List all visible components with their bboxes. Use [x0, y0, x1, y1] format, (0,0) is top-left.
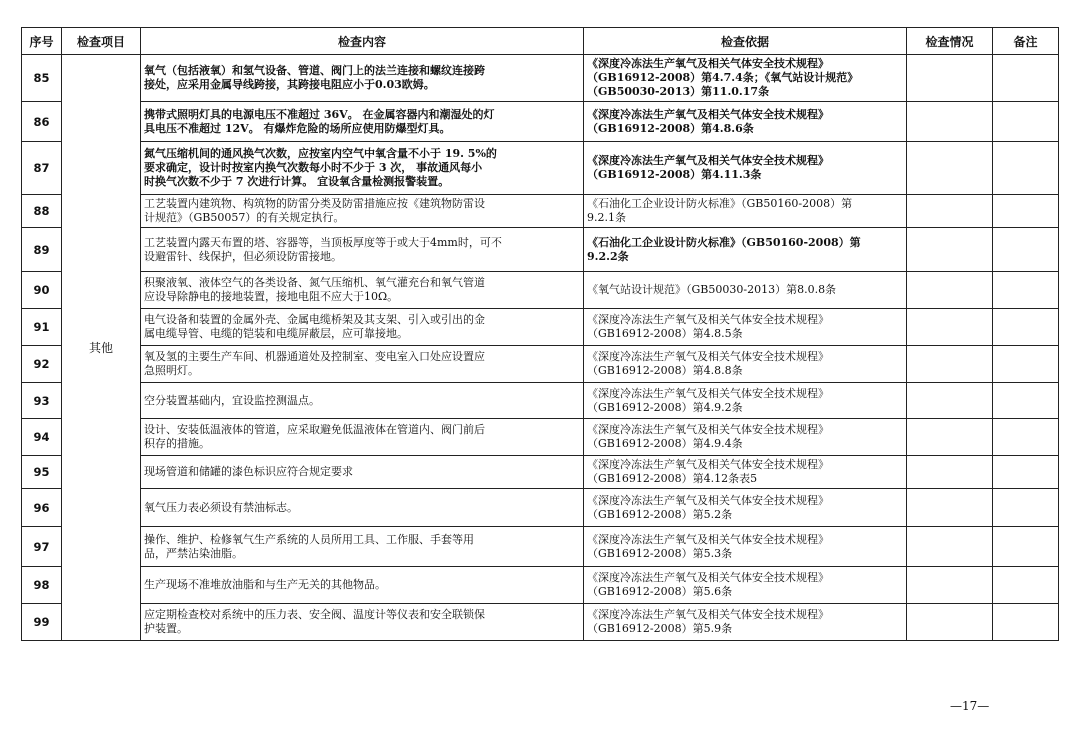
- table-row: [22, 102, 1059, 142]
- check-content: 设计、安装低温液体的管道，应采取避免低温液体在管道内、阀门前后 积存的措施。: [141, 419, 584, 456]
- check-status-cell[interactable]: [907, 195, 993, 228]
- remarks-cell[interactable]: [993, 102, 1059, 142]
- remarks-cell[interactable]: [993, 309, 1059, 346]
- check-status-cell[interactable]: [907, 228, 993, 272]
- check-status-cell[interactable]: [907, 489, 993, 527]
- row-number: 99: [22, 604, 62, 641]
- remarks-cell[interactable]: [993, 228, 1059, 272]
- row-number: 96: [22, 489, 62, 527]
- row-number: 90: [22, 272, 62, 309]
- table-body: [22, 55, 1059, 641]
- page-number: —17—: [950, 699, 990, 713]
- header-basis: 检查依据: [584, 28, 907, 55]
- check-content: 工艺装置内露天布置的塔、容器等，当顶板厚度等于或大于4mm时，可不 设避雷针、线保护，但必须设防雷接地。: [141, 228, 584, 272]
- row-number: 95: [22, 456, 62, 489]
- table-row: [22, 419, 1059, 456]
- check-status-cell[interactable]: [907, 346, 993, 383]
- check-status-cell[interactable]: [907, 527, 993, 567]
- check-basis: 《深度冷冻法生产氧气及相关气体安全技术规程》 （GB16912-2008）第5.2条: [584, 489, 907, 527]
- table-row: [22, 272, 1059, 309]
- remarks-cell[interactable]: [993, 489, 1059, 527]
- row-number: 94: [22, 419, 62, 456]
- table-row: [22, 142, 1059, 195]
- check-basis: 《深度冷冻法生产氧气及相关气体安全技术规程》 （GB16912-2008）第5.3条: [584, 527, 907, 567]
- check-basis: 《石油化工企业设计防火标准》（GB50160-2008）第 9.2.1条: [584, 195, 907, 228]
- check-content: 现场管道和储罐的漆色标识应符合规定要求: [141, 456, 584, 489]
- row-number: 97: [22, 527, 62, 567]
- table-row: [22, 527, 1059, 567]
- check-content: 氧及氢的主要生产车间、机器通道处及控制室、变电室入口处应设置应 急照明灯。: [141, 346, 584, 383]
- remarks-cell[interactable]: [993, 346, 1059, 383]
- header-remarks: 备注: [993, 28, 1059, 55]
- table-row: [22, 228, 1059, 272]
- remarks-cell[interactable]: [993, 419, 1059, 456]
- check-basis: 《深度冷冻法生产氧气及相关气体安全技术规程》 （GB16912-2008）第4.11.3条: [584, 142, 907, 195]
- check-basis: 《深度冷冻法生产氧气及相关气体安全技术规程》 （GB16912-2008）第4.12条表5: [584, 456, 907, 489]
- check-basis: 《深度冷冻法生产氧气及相关气体安全技术规程》 （GB16912-2008）第4.8.8条: [584, 346, 907, 383]
- row-number: 88: [22, 195, 62, 228]
- table-row: [22, 195, 1059, 228]
- check-status-cell[interactable]: [907, 419, 993, 456]
- check-status-cell[interactable]: [907, 272, 993, 309]
- check-status-cell[interactable]: [907, 309, 993, 346]
- check-status-cell[interactable]: [907, 567, 993, 604]
- table-row: [22, 456, 1059, 489]
- check-basis: 《石油化工企业设计防火标准》（GB50160-2008）第 9.2.2条: [584, 228, 907, 272]
- remarks-cell[interactable]: [993, 567, 1059, 604]
- check-basis: 《深度冷冻法生产氧气及相关气体安全技术规程》 （GB16912-2008）第4.8.6条: [584, 102, 907, 142]
- remarks-cell[interactable]: [993, 383, 1059, 419]
- remarks-cell[interactable]: [993, 142, 1059, 195]
- remarks-cell[interactable]: [993, 272, 1059, 309]
- header-serial: 序号: [22, 28, 62, 55]
- table-row: [22, 489, 1059, 527]
- row-number: 89: [22, 228, 62, 272]
- check-content: 操作、维护、检修氧气生产系统的人员所用工具、工作服、手套等用 品，严禁沾染油脂。: [141, 527, 584, 567]
- check-content: 空分装置基础内，宜设监控测温点。: [141, 383, 584, 419]
- check-content: 生产现场不准堆放油脂和与生产无关的其他物品。: [141, 567, 584, 604]
- row-number: 98: [22, 567, 62, 604]
- check-basis: 《深度冷冻法生产氧气及相关气体安全技术规程》 （GB16912-2008）第5.9条: [584, 604, 907, 641]
- check-content: 应定期检查校对系统中的压力表、安全阀、温度计等仪表和安全联锁保 护装置。: [141, 604, 584, 641]
- check-status-cell[interactable]: [907, 456, 993, 489]
- check-content: 积聚液氧、液体空气的各类设备、氮气压缩机、氧气灌充台和氧气管道 应设导除静电的接地装置，接地电阻不应大于10Ω。: [141, 272, 584, 309]
- check-basis: 《深度冷冻法生产氧气及相关气体安全技术规程》 （GB16912-2008）第5.6条: [584, 567, 907, 604]
- remarks-cell[interactable]: [993, 604, 1059, 641]
- header-item: 检查项目: [62, 28, 141, 55]
- row-number: 92: [22, 346, 62, 383]
- check-status-cell[interactable]: [907, 102, 993, 142]
- check-basis: 《氧气站设计规范》（GB50030-2013）第8.0.8条: [584, 272, 907, 309]
- check-status-cell[interactable]: [907, 142, 993, 195]
- check-status-cell[interactable]: [907, 55, 993, 102]
- check-content: 工艺装置内建筑物、构筑物的防雷分类及防雷措施应按《建筑物防雷设 计规范》（GB50057）的有关规定执行。: [141, 195, 584, 228]
- remarks-cell[interactable]: [993, 527, 1059, 567]
- check-basis: 《深度冷冻法生产氧气及相关气体安全技术规程》 （GB16912-2008）第4.8.5条: [584, 309, 907, 346]
- remarks-cell[interactable]: [993, 456, 1059, 489]
- table-row: [22, 346, 1059, 383]
- table-row: [22, 55, 1059, 102]
- check-content: 携带式照明灯具的电源电压不准超过 36V。 在金属容器内和潮湿处的灯 具电压不准超过 12V。 有爆炸危险的场所应使用防爆型灯具。: [141, 102, 584, 142]
- check-status-cell[interactable]: [907, 383, 993, 419]
- table-header-row: [22, 28, 1059, 55]
- row-number: 85: [22, 55, 62, 102]
- check-content: 电气设备和装置的金属外壳、金属电缆桥架及其支架、引入或引出的金 属电缆导管、电缆的铠装和电缆屏蔽层，应可靠接地。: [141, 309, 584, 346]
- row-number: 87: [22, 142, 62, 195]
- category-cell: 其他: [62, 55, 141, 641]
- row-number: 91: [22, 309, 62, 346]
- row-number: 86: [22, 102, 62, 142]
- header-status: 检查情况: [907, 28, 993, 55]
- remarks-cell[interactable]: [993, 195, 1059, 228]
- check-basis: 《深度冷冻法生产氧气及相关气体安全技术规程》 （GB16912-2008）第4.9.2条: [584, 383, 907, 419]
- table-row: [22, 383, 1059, 419]
- check-basis: 《深度冷冻法生产氧气及相关气体安全技术规程》 （GB16912-2008）第4.7.4条；《氧气站设计规范》 （GB50030-2013）第11.0.17条: [584, 55, 907, 102]
- check-content: 氮气压缩机间的通风换气次数，应按室内空气中氧含量不小于 19. 5%的 要求确定，设计时按室内换气次数每小时不少于 3 次， 事故通风每小 时换气次数不少于 7 次进行计算。 宜设氧含量检测报警装置。: [141, 142, 584, 195]
- check-basis: 《深度冷冻法生产氧气及相关气体安全技术规程》 （GB16912-2008）第4.9.4条: [584, 419, 907, 456]
- check-content: 氧气压力表必须设有禁油标志。: [141, 489, 584, 527]
- remarks-cell[interactable]: [993, 55, 1059, 102]
- check-status-cell[interactable]: [907, 604, 993, 641]
- header-content: 检查内容: [141, 28, 584, 55]
- inspection-table-page: [21, 27, 1058, 641]
- table-row: [22, 604, 1059, 641]
- row-number: 93: [22, 383, 62, 419]
- check-content: 氧气（包括液氧）和氢气设备、管道、阀门上的法兰连接和螺纹连接跨 接处，应采用金属导线跨接，其跨接电阻应小于0.03欧姆。: [141, 55, 584, 102]
- table-row: [22, 567, 1059, 604]
- inspection-table: [21, 27, 1059, 641]
- table-row: [22, 309, 1059, 346]
